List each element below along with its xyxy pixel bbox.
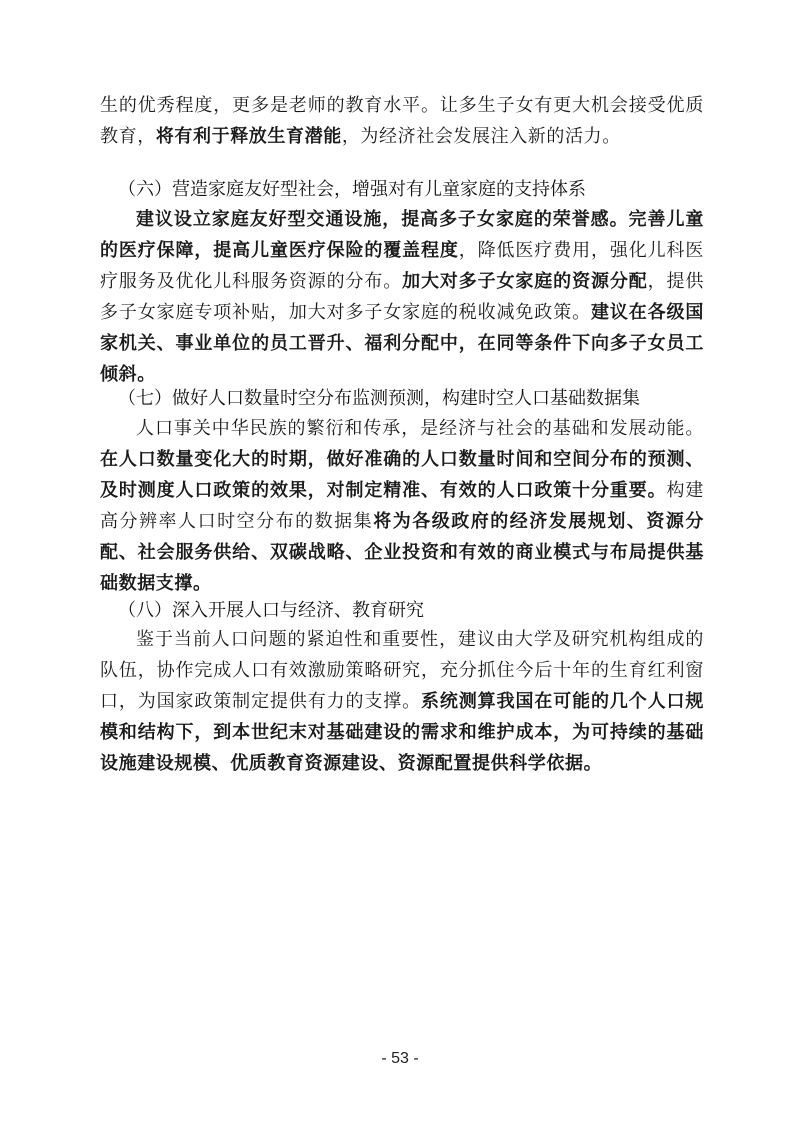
paragraph-bold-text: 建议设立家庭友好型交通设施，提高多子女家庭的荣誉感。完善儿童的医疗保障，提高儿童医疗保险的覆盖程度 — [100, 209, 704, 261]
paragraph-text: ，降低医疗费用，强化儿科医疗服务及优化儿科服务资源的分布。 — [100, 240, 704, 292]
paragraph-text: 人口事关中华民族的繁衍和传承，是经济与社会的基础和发展动能。 — [136, 418, 704, 439]
paragraph-bold-text: 系统测算我国在可能的几个人口规模和结构下，到本世纪末对基础建设的需求和维护成本，为可持续的基础设施建设规模、优质教育资源建设、资源配置提供科学依据。 — [100, 691, 705, 774]
section-heading-7: （七）做好人口数量时空分布监测预测，构建时空人口基础数据集 — [118, 388, 640, 409]
paragraph-text: ，为经济社会发展注入新的活力。 — [341, 126, 621, 147]
paragraph-text: 构建高分辨率人口时空分布的数据集 — [100, 480, 704, 532]
paragraph-bold-text: 在人口数量变化大的时期，做好准确的人口数量时间和空间分布的预测、及时测度人口政策的效果，对制定精准、有效的人口政策十分重要。 — [100, 449, 704, 501]
paragraph-continuation — [100, 90, 704, 152]
paragraph-text: ，提供多子女家庭专项补贴，加大对多子女家庭的税收减免政策。 — [100, 271, 704, 323]
paragraph-text: 鉴于当前人口问题的紧迫性和重要性，建议由大学及研究机构组成的队伍，协作完成人口有效激励策略研究，充分抓住今后十年的生育红利窗口，为国家政策制定提供有力的支撑。 — [100, 629, 704, 712]
page-number: - 53 - — [381, 1050, 419, 1067]
section-heading-6: （六）营造家庭友好型社会，增强对有儿童家庭的支持体系 — [118, 179, 586, 200]
paragraph-bold-text: 将为各级政府的经济发展规划、资源分配、社会服务供给、双碳战略、企业投资和有效的商业模式与布局提供基础数据支撑。 — [100, 511, 704, 594]
section-heading-8: （八）深入开展人口与经济、教育研究 — [118, 600, 424, 621]
paragraph-section-6 — [100, 204, 704, 390]
paragraph-section-8 — [100, 624, 704, 779]
paragraph-bold-text: 加大对多子女家庭的资源分配 — [402, 271, 648, 292]
paragraph-bold-text: 建议在各级国家机关、事业单位的员工晋升、福利分配中，在同等条件下向多子女员工倾斜。 — [100, 302, 704, 385]
paragraph-section-7 — [100, 413, 704, 599]
paragraph-bold-text: 将有利于释放生育潜能 — [155, 126, 342, 147]
paragraph-text: 生的优秀程度，更多是老师的教育水平。让多生子女有更大机会接受优质教育， — [100, 95, 704, 147]
